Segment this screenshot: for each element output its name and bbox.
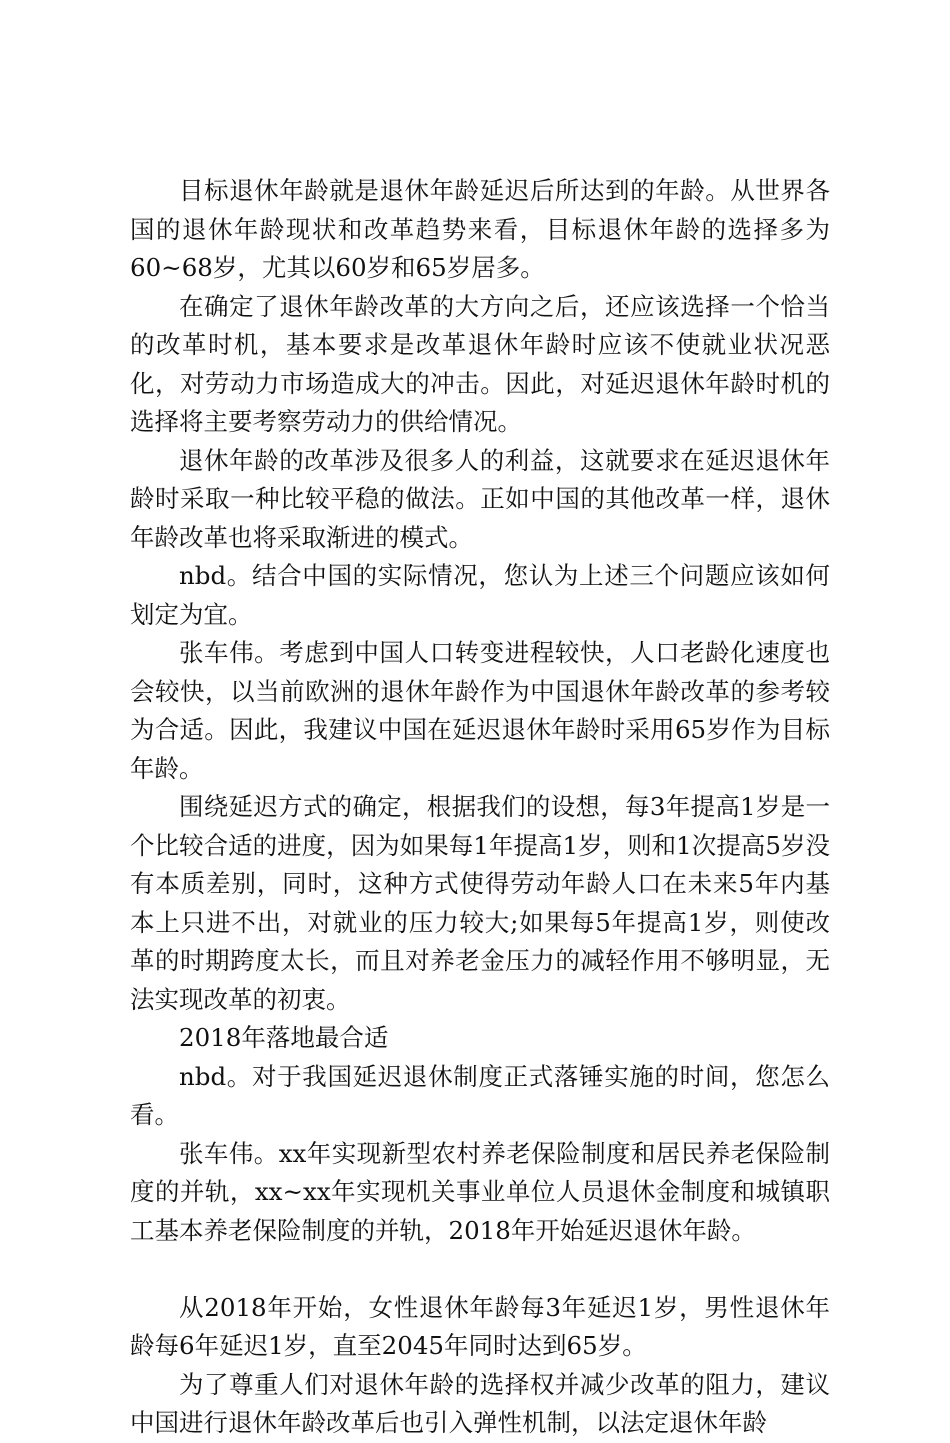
section-subheading: 2018年落地最合适 bbox=[179, 1023, 389, 1052]
paragraph: 在确定了退休年龄改革的大方向之后，还应该选择一个恰当的改革时机，基本要求是改革退休年龄时应该不使就业状况恶化，对劳动力市场造成大的冲击。因此，对延迟退休年龄时机的选择将主要考察劳动力的供给情况。 bbox=[130, 291, 830, 436]
document-body bbox=[130, 172, 830, 1443]
paragraph: 为了尊重人们对退休年龄的选择权并减少改革的阻力，建议中国进行退休年龄改革后也引入弹性机制，以法定退休年龄 bbox=[130, 1369, 830, 1437]
paragraph: 退休年龄的改革涉及很多人的利益，这就要求在延迟退休年龄时采取一种比较平稳的做法。正如中国的其他改革一样，退休年龄改革也将采取渐进的模式。 bbox=[130, 445, 830, 552]
paragraph: 张车伟。考虑到中国人口转变进程较快，人口老龄化速度也会较快，以当前欧洲的退休年龄作为中国退休年龄改革的参考较为合适。因此，我建议中国在延迟退休年龄时采用65岁作为目标年龄。 bbox=[130, 638, 830, 783]
paragraph: nbd。对于我国延迟退休制度正式落锤实施的时间，您怎么看。 bbox=[130, 1061, 830, 1129]
paragraph: 目标退休年龄就是退休年龄延迟后所达到的年龄。从世界各国的退休年龄现状和改革趋势来看，目标退休年龄的选择多为60~68岁，尤其以60岁和65岁居多。 bbox=[130, 176, 830, 282]
blank-line bbox=[130, 1250, 830, 1289]
paragraph: 围绕延迟方式的确定，根据我们的设想，每3年提高1岁是一个比较合适的进度，因为如果每1年提高1岁，则和1次提高5岁没有本质差别，同时，这种方式使得劳动年龄人口在未来5年内基本上只进不出，对就业的压力较大;如果每5年提高1岁，则使改革的时期跨度太长，而且对养老金压力的减轻作用不够明显，无法实现改革的初衷。 bbox=[130, 792, 830, 1014]
paragraph: nbd。结合中国的实际情况，您认为上述三个问题应该如何划定为宜。 bbox=[130, 561, 830, 629]
paragraph: 张车伟。xx年实现新型农村养老保险制度和居民养老保险制度的并轨，xx~xx年实现机关事业单位人员退休金制度和城镇职工基本养老保险制度的并轨，2018年开始延迟退休年龄。 bbox=[130, 1138, 830, 1245]
paragraph: 从2018年开始，女性退休年龄每3年延迟1岁，男性退休年龄每6年延迟1岁，直至2045年同时达到65岁。 bbox=[130, 1292, 830, 1360]
